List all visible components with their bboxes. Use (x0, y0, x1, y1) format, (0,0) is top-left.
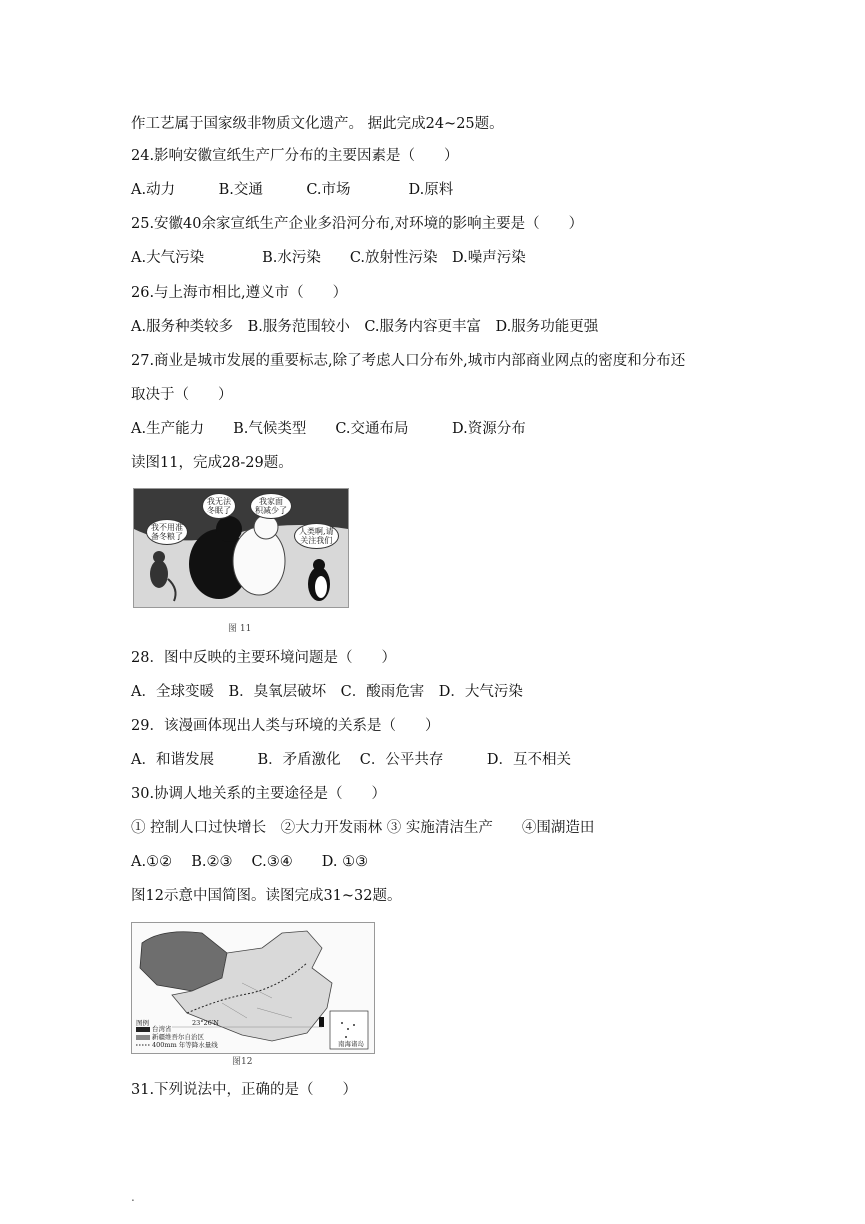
bubble-bear: 我无法 冬眠了 (202, 493, 236, 519)
footer-dot: . (131, 1190, 135, 1204)
q30-options: A.①② B.②③ C.③④ D. ①③ (131, 854, 369, 870)
legend-isohyet: 400mm 年等降水量线 (152, 1041, 218, 1049)
fig11-intro: 读图11，完成28-29题。 (131, 455, 293, 471)
legend-taiwan: 台湾省 (152, 1025, 172, 1033)
legend-xinjiang: 新疆维吾尔自治区 (152, 1033, 204, 1041)
fig12-intro: 图12示意中国简图。读图完成31~32题。 (131, 888, 402, 904)
cartoon-figure (133, 488, 349, 608)
q29-options: A．和谐发展 B．矛盾激化 C．公平共存 D．互不相关 (131, 752, 571, 768)
fig11-caption: 图 11 (228, 624, 252, 634)
fig12-caption: 图12 (232, 1057, 253, 1067)
q24-stem: 24.影响安徽宣纸生产厂分布的主要因素是（ ） (131, 148, 459, 164)
bubble-penguin: 人类啊,请 关注我们 (294, 523, 339, 549)
q25-stem: 25.安徽40余家宣纸生产企业多沿河分布,对环境的影响主要是（ ） (131, 216, 584, 232)
q26-options: A.服务种类较多 B.服务范围较小 C.服务内容更丰富 D.服务功能更强 (131, 319, 599, 335)
bubble-mouse: 我不用准 备冬粮了 (146, 519, 188, 545)
q28-options: A．全球变暖 B．臭氧层破坏 C．酸雨危害 D．大气污染 (131, 684, 523, 700)
china-map-figure (131, 922, 375, 1054)
q30-stem: 30.协调人地关系的主要途径是（ ） (131, 786, 387, 802)
q27-stem-line1: 27.商业是城市发展的重要标志,除了考虑人口分布外,城市内部商业网点的密度和分布还 (131, 353, 686, 369)
latitude-label: 23°26′N (192, 1019, 219, 1027)
q24-options: A.动力 B.交通 C.市场 D.原料 (131, 182, 454, 198)
q30-items: ① 控制人口过快增长 ②大力开发雨林 ③ 实施清洁生产 ④围湖造田 (131, 820, 595, 836)
q26-stem: 26.与上海市相比,遵义市（ ） (131, 285, 348, 301)
q27-stem-line2: 取决于（ ） (131, 387, 233, 403)
bubble-polar-bear: 我家面 积减少了 (250, 493, 292, 519)
q28-stem: 28．图中反映的主要环境问题是（ ） (131, 650, 396, 666)
q31-stem: 31.下列说法中，正确的是（ ） (131, 1082, 358, 1098)
intro-tail: 作工艺属于国家级非物质文化遗产。 据此完成24~25题。 (131, 116, 504, 132)
inset-label: 南海诸岛 (338, 1040, 364, 1048)
legend-title: 图例 (136, 1019, 149, 1027)
q27-options: A.生产能力 B.气候类型 C.交通布局 D.资源分布 (131, 421, 526, 437)
q29-stem: 29．该漫画体现出人类与环境的关系是（ ） (131, 718, 440, 734)
q25-options: A.大气污染 B.水污染 C.放射性污染 D.噪声污染 (131, 250, 526, 266)
